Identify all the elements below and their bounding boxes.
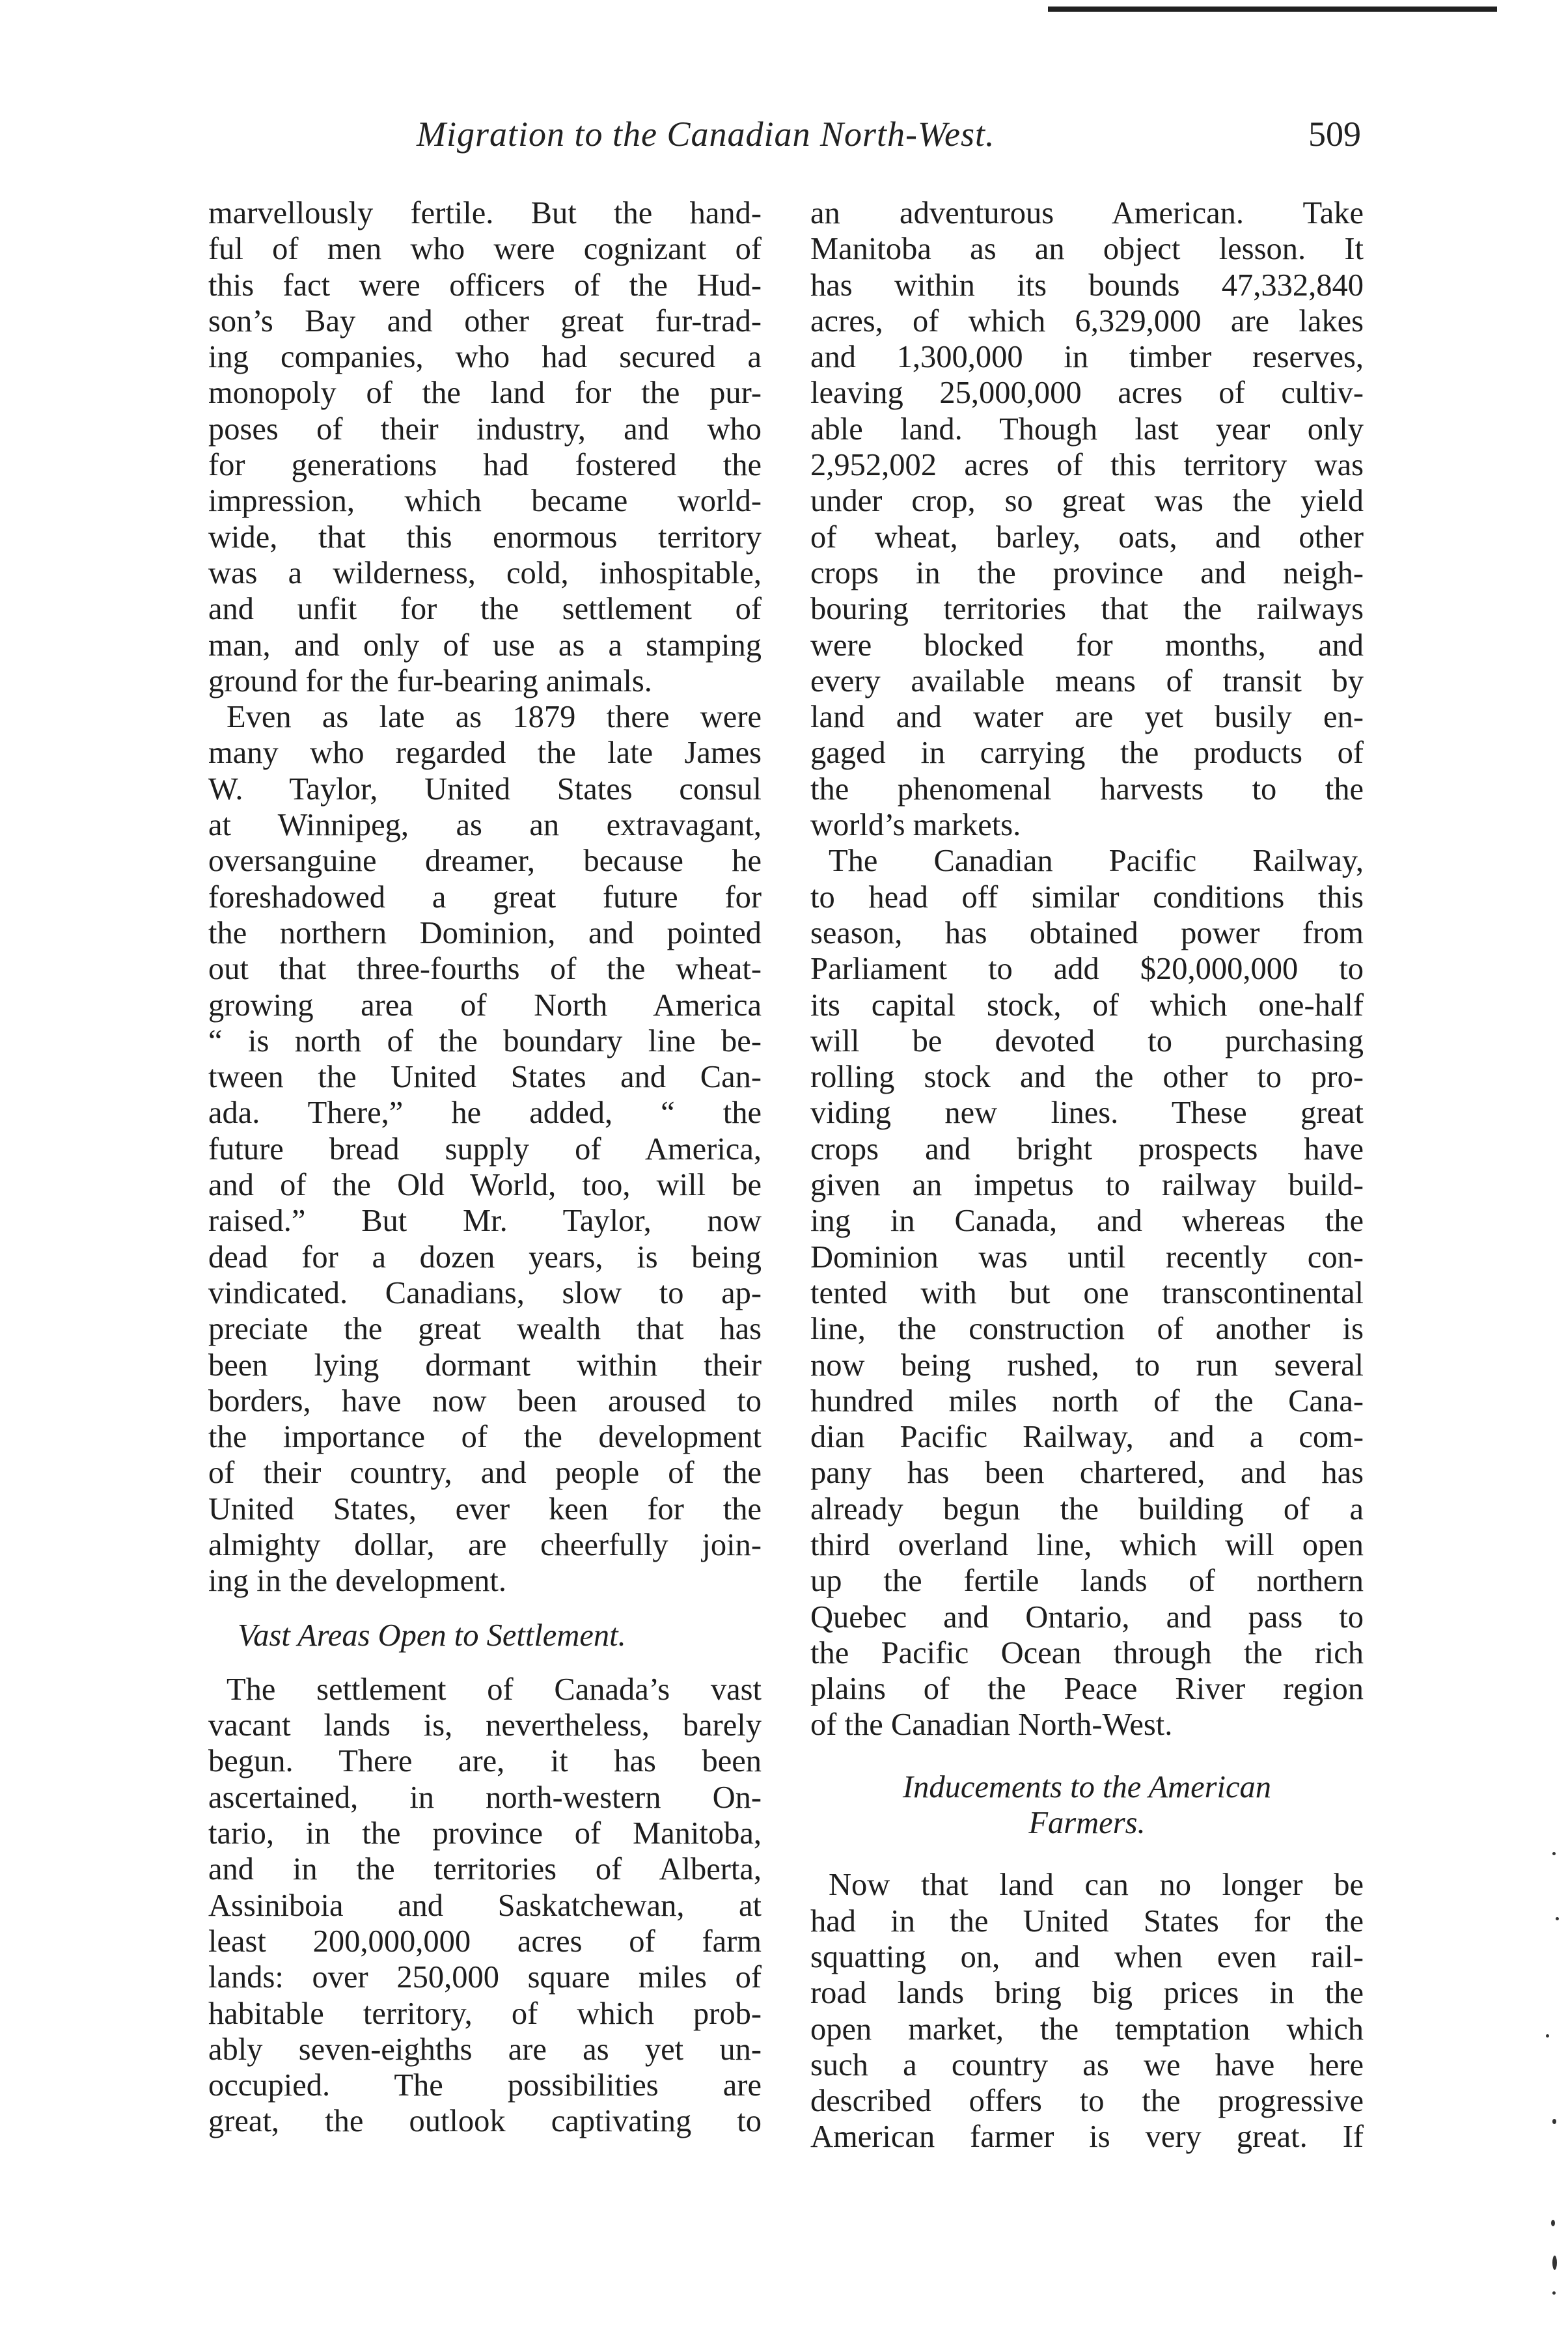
text-line: viding new lines. These great [810, 1096, 1364, 1131]
text-line: “ is north of the boundary line be- [208, 1023, 762, 1058]
text-line: wide, that this enormous territory [208, 519, 762, 555]
text-line: and in the territories of Alberta, [208, 1852, 762, 1887]
text-line: ascertained, in north-western On- [208, 1780, 762, 1815]
text-line: great, the outlook captivating to [208, 2104, 762, 2139]
paragraph [810, 1867, 1364, 2155]
text-line: future bread supply of America, [208, 1131, 762, 1167]
text-line: world’s markets. [810, 808, 1021, 843]
text-line: out that three-fourths of the wheat- [208, 952, 762, 987]
text-line: begun. There are, it has been [208, 1744, 762, 1779]
text-line: for generations had fostered the [208, 448, 762, 483]
paragraph [208, 1672, 762, 2140]
text-line: Now that land can no longer be [829, 1868, 1364, 1903]
text-line: the phenomenal harvests to the [810, 771, 1364, 807]
paragraph [810, 195, 1364, 843]
text-line: at Winnipeg, as an extravagant, [208, 808, 762, 843]
text-line: Even as late as 1879 there were [227, 700, 762, 735]
text-line: and of the Old World, too, will be [208, 1168, 762, 1203]
text-line: oversanguine dreamer, because he [208, 844, 762, 879]
paragraph [810, 843, 1364, 1743]
text-line: poses of their industry, and who [208, 411, 762, 447]
text-line: tario, in the province of Manitoba, [208, 1816, 762, 1851]
text-line: United States, ever keen for the [208, 1491, 762, 1527]
text-line: tween the United States and Can- [208, 1060, 762, 1095]
text-line: now being rushed, to run several [810, 1347, 1364, 1383]
scan-speck [1551, 2220, 1555, 2226]
text-line: third overland line, which will open [810, 1527, 1364, 1562]
text-line: W. Taylor, United States consul [208, 771, 762, 807]
text-line: least 200,000,000 acres of farm [208, 1924, 762, 1959]
text-line: ground for the fur-bearing animals. [208, 663, 652, 698]
right-column [810, 195, 1364, 2155]
text-line: foreshadowed a great future for [208, 879, 762, 915]
text-line: dead for a dozen years, is being [208, 1239, 762, 1275]
text-line: Manitoba as an object lesson. It [810, 232, 1364, 267]
paragraph [208, 699, 762, 1599]
text-line: already begun the building of a [810, 1491, 1364, 1527]
text-line: Parliament to add $20,000,000 to [810, 952, 1364, 987]
text-line: season, has obtained power from [810, 915, 1364, 950]
text-line: gaged in carrying the products of [810, 736, 1364, 771]
text-line: impression, which became world- [208, 484, 762, 519]
text-line: described offers to the progressive [810, 2084, 1364, 2119]
section-heading-line: Inducements to the American [902, 1769, 1272, 1804]
text-line: has within its bounds 47,332,840 [810, 268, 1364, 303]
text-line: had in the United States for the [810, 1903, 1364, 1939]
top-rule [1048, 7, 1497, 12]
text-line: squatting on, and when even rail- [810, 1939, 1364, 1974]
text-line: occupied. The possibilities are [208, 2068, 762, 2103]
text-line: acres, of which 6,329,000 are lakes [810, 303, 1364, 339]
scan-speck [1546, 2034, 1549, 2038]
text-line: American farmer is very great. If [810, 2120, 1364, 2155]
text-line: hundred miles north of the Cana- [810, 1383, 1364, 1418]
text-line: able land. Though last year only [810, 411, 1364, 447]
text-line: and unfit for the settlement of [208, 592, 762, 627]
scan-speck [1552, 1852, 1556, 1855]
text-line: The Canadian Pacific Railway, [829, 844, 1364, 879]
text-line: Dominion was until recently con- [810, 1239, 1364, 1275]
scan-speck [1552, 2119, 1556, 2124]
text-line: were blocked for months, and [810, 628, 1364, 663]
paragraph [208, 195, 762, 699]
left-column [208, 195, 762, 2140]
text-line: man, and only of use as a stamping [208, 628, 762, 663]
text-line: under crop, so great was the yield [810, 484, 1364, 519]
text-line: bouring territories that the railways [810, 592, 1364, 627]
text-line: The settlement of Canada’s vast [227, 1672, 762, 1707]
text-line: ing in the development. [208, 1564, 506, 1599]
text-line: road lands bring big prices in the [810, 1976, 1364, 2011]
text-line: raised.” But Mr. Taylor, now [208, 1204, 762, 1239]
text-line: of wheat, barley, oats, and other [810, 519, 1364, 555]
text-line: line, the construction of another is [810, 1312, 1364, 1347]
text-line: up the fertile lands of northern [810, 1564, 1364, 1599]
text-line: was a wilderness, cold, inhospitable, [208, 555, 762, 590]
text-line: almighty dollar, are cheerfully join- [208, 1527, 762, 1562]
section-heading [810, 1769, 1364, 1842]
text-line: the Pacific Ocean through the rich [810, 1635, 1364, 1670]
text-line: such a country as we have here [810, 2047, 1364, 2082]
scan-speck [1552, 2291, 1556, 2295]
text-line: the importance of the development [208, 1420, 762, 1455]
text-line: monopoly of the land for the pur- [208, 376, 762, 411]
text-line: rolling stock and the other to pro- [810, 1060, 1364, 1095]
text-line: vacant lands is, nevertheless, barely [208, 1708, 762, 1743]
text-line: pany has been chartered, and has [810, 1456, 1364, 1491]
text-line: ing companies, who had secured a [208, 340, 762, 375]
text-line: every available means of transit by [810, 663, 1364, 698]
text-line: 2,952,002 acres of this territory was [810, 448, 1364, 483]
text-line: this fact were officers of the Hud- [208, 268, 762, 303]
text-line: vindicated. Canadians, slow to ap- [208, 1275, 762, 1310]
scan-speck [1556, 1917, 1559, 1920]
text-line: crops in the province and neigh- [810, 555, 1364, 590]
text-line: its capital stock, of which one-half [810, 988, 1364, 1023]
text-line: many who regarded the late James [208, 736, 762, 771]
text-line: borders, have now been aroused to [208, 1383, 762, 1418]
text-line: open market, the temptation which [810, 2011, 1364, 2047]
text-line: and 1,300,000 in timber reserves, [810, 340, 1364, 375]
text-line: an adventurous American. Take [810, 196, 1364, 230]
page-number: 509 [1308, 115, 1361, 154]
text-line: to head off similar conditions this [810, 879, 1364, 915]
text-line: plains of the Peace River region [810, 1672, 1364, 1707]
section-heading: Vast Areas Open to Settlement. [238, 1618, 626, 1653]
text-line: ada. There,” he added, “ the [208, 1096, 762, 1131]
text-line: dian Pacific Railway, and a com- [810, 1420, 1364, 1455]
scan-speck [1552, 2256, 1557, 2270]
text-line: given an impetus to railway build- [810, 1168, 1364, 1203]
text-line: Quebec and Ontario, and pass to [810, 1599, 1364, 1635]
text-line: crops and bright prospects have [810, 1131, 1364, 1167]
text-line: of their country, and people of the [208, 1456, 762, 1491]
text-line: growing area of North America [208, 988, 762, 1023]
text-line: Assiniboia and Saskatchewan, at [208, 1888, 762, 1923]
text-line: been lying dormant within their [208, 1347, 762, 1383]
text-line: son’s Bay and other great fur-trad- [208, 303, 762, 339]
text-line: habitable territory, of which prob- [208, 1996, 762, 2031]
text-line: preciate the great wealth that has [208, 1312, 762, 1347]
text-line: land and water are yet busily en- [810, 700, 1364, 735]
text-line: ful of men who were cognizant of [208, 232, 762, 267]
text-line: lands: over 250,000 square miles of [208, 1960, 762, 1995]
text-line: ably seven-eighths are as yet un- [208, 2032, 762, 2067]
text-line: will be devoted to purchasing [810, 1023, 1364, 1058]
text-line: ing in Canada, and whereas the [810, 1204, 1364, 1239]
text-line: tented with but one transcontinental [810, 1275, 1364, 1310]
text-line: leaving 25,000,000 acres of cultiv- [810, 376, 1364, 411]
section-heading-line: Farmers. [1028, 1806, 1146, 1841]
running-title: Migration to the Canadian North-West. [417, 115, 995, 154]
text-line: marvellously fertile. But the hand- [208, 196, 762, 230]
text-line: the northern Dominion, and pointed [208, 915, 762, 950]
text-line: of the Canadian North-West. [810, 1707, 1173, 1743]
